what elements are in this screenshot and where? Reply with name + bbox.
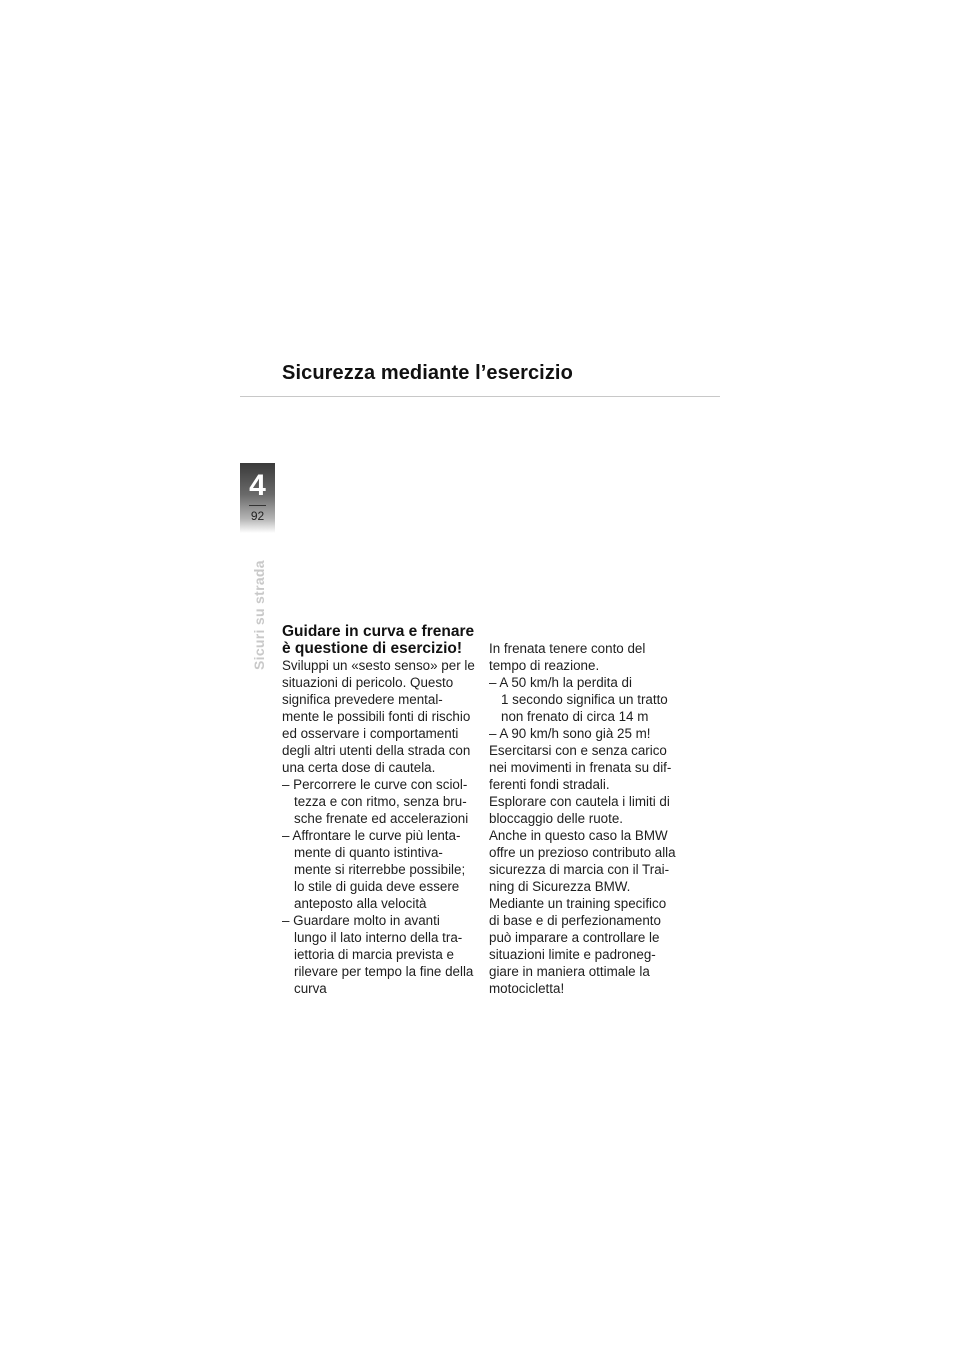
body-line: In frenata tenere conto del — [489, 641, 646, 656]
body-line: una certa dose di cautela. — [282, 760, 436, 775]
list-item-line: rilevare per tempo la fine della — [294, 964, 474, 979]
body-line: Esplorare con cautela i limiti di — [489, 794, 670, 809]
body-line: ning di Sicurezza BMW. — [489, 879, 631, 894]
body-line: di base e di perfezionamento — [489, 913, 661, 928]
body-line: giare in maniera ottimale la — [489, 964, 650, 979]
list-item-line: sche frenate ed accelerazioni — [294, 811, 469, 826]
body-line: Esercitarsi con e senza carico — [489, 743, 667, 758]
body-line: tempo di reazione. — [489, 658, 600, 673]
body-line: mente le possibili fonti di rischio — [282, 709, 471, 724]
heading-line: è questione di esercizio! — [282, 640, 463, 657]
body-line: ed osservare i comportamenti — [282, 726, 459, 741]
body-line: può imparare a controllare le — [489, 930, 660, 945]
body-line: bloccaggio delle ruote. — [489, 811, 623, 826]
body-line: ferenti fondi stradali. — [489, 777, 610, 792]
list-item-line: – Guardare molto in avanti — [282, 913, 440, 928]
body-line: offre un prezioso contributo alla — [489, 845, 676, 860]
chapter-divider — [249, 505, 266, 506]
right-column — [489, 640, 685, 997]
heading-line: Guidare in curva e frenare — [282, 623, 475, 640]
body-line: degli altri utenti della strada con — [282, 743, 471, 758]
list-item-line: iettoria di marcia prevista e — [294, 947, 455, 962]
title-divider — [240, 396, 720, 397]
body-line: motocicletta! — [489, 981, 565, 996]
body-line: situazioni di pericolo. Questo — [282, 675, 454, 690]
list-item-line: curva — [294, 981, 327, 996]
list-item-line: lungo il lato interno della tra- — [294, 930, 463, 945]
section-heading — [282, 623, 478, 657]
body-line: Anche in questo caso la BMW — [489, 828, 668, 843]
body-line: Mediante un training specifico — [489, 896, 667, 911]
left-column — [282, 623, 478, 997]
list-item-line: mente si riterrebbe possibile; — [294, 862, 466, 877]
list-item-line: 1 secondo significa un tratto — [501, 692, 668, 707]
list-item-line: – Affrontare le curve più lenta- — [282, 828, 461, 843]
list-item-line: anteposto alla velocità — [294, 896, 427, 911]
page-number: 92 — [250, 509, 265, 523]
body-line: significa prevedere mental- — [282, 692, 443, 707]
body-line: nei movimenti in frenata su dif- — [489, 760, 672, 775]
list-item-line: – A 50 km/h la perdita di — [489, 675, 632, 690]
body-line: Sviluppi un «sesto senso» per le — [282, 658, 475, 673]
chapter-tab — [240, 463, 275, 533]
list-item-line: lo stile di guida deve essere — [294, 879, 460, 894]
chapter-number: 4 — [249, 469, 266, 502]
list-item-line: tezza e con ritmo, senza bru- — [294, 794, 467, 809]
page-title: Sicurezza mediante l’esercizio — [282, 362, 573, 384]
body-line: situazioni limite e padroneg- — [489, 947, 656, 962]
list-item-line: non frenato di circa 14 m — [501, 709, 649, 724]
list-item-line: – A 90 km/h sono già 25 m! — [489, 726, 651, 741]
list-item-line: – Percorrere le curve con sciol- — [282, 777, 468, 792]
body-line: sicurezza di marcia con il Trai- — [489, 862, 670, 877]
list-item-line: mente di quanto istintiva- — [294, 845, 443, 860]
section-side-label: Sicuri su strada — [251, 560, 267, 670]
